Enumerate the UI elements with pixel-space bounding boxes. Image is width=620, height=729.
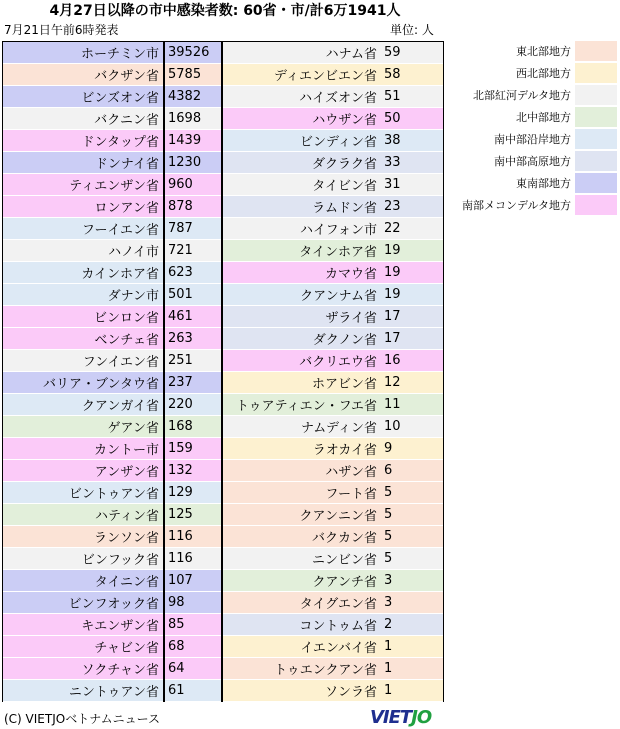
province-name: クアンチ省 <box>312 575 377 590</box>
table-row <box>3 152 221 174</box>
case-count: 59 <box>384 44 401 60</box>
table-row <box>3 350 221 372</box>
legend-item <box>455 84 620 106</box>
unit-label: 単位: 人 <box>390 23 434 37</box>
table-row <box>223 372 443 394</box>
table-row <box>3 548 221 570</box>
case-count: 5 <box>384 528 393 544</box>
table-row <box>223 482 443 504</box>
province-name: チャビン省 <box>94 641 159 656</box>
table-row <box>223 196 443 218</box>
legend-swatch <box>575 41 617 61</box>
province-name: トゥアティエン・フエ省 <box>236 399 377 414</box>
legend-label: 東南部地方 <box>516 177 571 190</box>
province-name: ニンビン省 <box>311 553 377 568</box>
table-row <box>3 174 221 196</box>
table-row <box>3 86 221 108</box>
table-row <box>223 152 443 174</box>
table-row <box>223 130 443 152</box>
logo-part-1: VIET <box>370 707 412 728</box>
table-row <box>223 416 443 438</box>
case-count: 19 <box>384 242 401 258</box>
announcement-date: 7月21日午前6時発表 <box>4 23 119 37</box>
province-name: ドンナイ省 <box>94 157 159 172</box>
case-count: 3 <box>384 594 393 610</box>
table-row <box>223 240 443 262</box>
table-row <box>3 482 221 504</box>
case-count: 39526 <box>163 42 221 64</box>
table-row <box>3 504 221 526</box>
case-count: 1698 <box>163 108 221 130</box>
case-count: 5 <box>384 550 393 566</box>
legend-item <box>455 194 620 216</box>
case-count: 50 <box>384 110 401 126</box>
case-count: 220 <box>163 394 221 416</box>
province-name: アンザン省 <box>94 465 159 480</box>
province-name: ダクラク省 <box>311 157 377 172</box>
table-row <box>223 460 443 482</box>
legend-item <box>455 40 620 62</box>
province-name: クアンニン省 <box>299 509 377 524</box>
case-count: 5785 <box>163 64 221 86</box>
cases-table <box>2 41 444 702</box>
province-name: ハノイ市 <box>108 245 159 260</box>
legend-swatch <box>575 107 617 127</box>
case-count: 787 <box>163 218 221 240</box>
case-count: 132 <box>163 460 221 482</box>
chart-title: 4月27日以降の市中感染者数: 60省・市/計6万1941人 <box>49 3 401 19</box>
table-row <box>223 218 443 240</box>
legend-item <box>455 150 620 172</box>
province-name: ビンフック省 <box>81 553 159 568</box>
table-row <box>3 42 221 64</box>
case-count: 251 <box>163 350 221 372</box>
province-name: フート省 <box>325 487 377 502</box>
copyright-text: (C) VIETJOベトナムニュース <box>4 712 161 726</box>
table-row <box>3 438 221 460</box>
legend-item <box>455 62 620 84</box>
legend-item <box>455 172 620 194</box>
case-count: 17 <box>384 308 401 324</box>
province-name: バクカン省 <box>311 531 377 546</box>
case-count: 6 <box>384 462 393 478</box>
case-count: 3 <box>384 572 393 588</box>
case-count: 1230 <box>163 152 221 174</box>
table-row <box>3 416 221 438</box>
legend-swatch <box>575 151 617 171</box>
case-count: 19 <box>384 286 401 302</box>
table-row <box>3 328 221 350</box>
province-name: ビンディン省 <box>300 135 377 150</box>
table-row <box>223 86 443 108</box>
case-count: 116 <box>163 548 221 570</box>
table-row <box>3 394 221 416</box>
table-row <box>3 284 221 306</box>
logo-part-2: JO <box>411 707 432 728</box>
case-count: 129 <box>163 482 221 504</box>
province-name: ハイズオン省 <box>299 91 377 106</box>
legend-swatch <box>575 85 617 105</box>
province-name: ニントゥアン省 <box>68 685 159 700</box>
province-name: キエンザン省 <box>81 619 159 634</box>
table-row <box>3 460 221 482</box>
province-name: クアンガイ省 <box>81 399 159 414</box>
case-count: 31 <box>384 176 401 192</box>
table-row <box>3 196 221 218</box>
case-count: 1 <box>384 660 393 676</box>
table-row <box>223 438 443 460</box>
province-name: イエンバイ省 <box>300 641 377 656</box>
case-count: 107 <box>163 570 221 592</box>
case-count: 2 <box>384 616 393 632</box>
province-name: ザライ省 <box>325 311 377 326</box>
case-count: 33 <box>384 154 401 170</box>
table-row <box>223 548 443 570</box>
province-name: バクザン省 <box>94 69 159 84</box>
table-row <box>3 592 221 614</box>
legend-swatch <box>575 63 617 83</box>
province-name: ハティン省 <box>95 509 159 524</box>
vietjo-logo <box>370 707 431 728</box>
table-row <box>3 306 221 328</box>
case-count: 16 <box>384 352 401 368</box>
province-name: ベンチェ省 <box>94 333 159 348</box>
legend-label: 北部紅河デルタ地方 <box>472 89 571 102</box>
case-count: 878 <box>163 196 221 218</box>
case-count: 85 <box>163 614 221 636</box>
table-row <box>223 504 443 526</box>
table-row <box>223 614 443 636</box>
table-row <box>3 680 221 702</box>
case-count: 51 <box>384 88 401 104</box>
province-name: ビンズオン省 <box>81 91 159 106</box>
case-count: 19 <box>384 264 401 280</box>
case-count: 61 <box>163 680 221 702</box>
province-name: ソクチャン省 <box>81 663 159 678</box>
table-row <box>223 328 443 350</box>
province-name: タイグエン省 <box>299 597 377 612</box>
case-count: 237 <box>163 372 221 394</box>
province-name: コントゥム省 <box>299 619 377 634</box>
table-row <box>223 306 443 328</box>
case-count: 23 <box>384 198 401 214</box>
province-name: ビントゥアン省 <box>68 487 159 502</box>
province-name: タイニン省 <box>94 575 159 590</box>
table-row <box>3 658 221 680</box>
case-count: 960 <box>163 174 221 196</box>
table-row <box>223 636 443 658</box>
case-count: 11 <box>384 396 401 412</box>
table-row <box>3 218 221 240</box>
province-name: ディエンビエン省 <box>274 69 377 84</box>
legend-label: 南部メコンデルタ地方 <box>461 199 571 212</box>
province-name: ビンロン省 <box>93 311 159 326</box>
case-count: 68 <box>163 636 221 658</box>
province-name: カントー市 <box>93 443 159 458</box>
province-name: ロンアン省 <box>94 201 159 216</box>
table-row <box>3 372 221 394</box>
table-row <box>223 350 443 372</box>
province-name: カインホア省 <box>81 267 159 282</box>
province-name: タインホア省 <box>299 245 377 260</box>
legend-item <box>455 128 620 150</box>
table-row <box>3 130 221 152</box>
table-row <box>223 64 443 86</box>
case-count: 5 <box>384 506 393 522</box>
province-name: バリア・ブンタウ省 <box>43 377 159 392</box>
case-count: 125 <box>163 504 221 526</box>
case-count: 9 <box>384 440 393 456</box>
province-name: ホーチミン市 <box>80 47 159 62</box>
province-name: ハウザン省 <box>312 113 377 128</box>
province-name: カマウ省 <box>324 267 377 282</box>
province-name: ハナム省 <box>325 47 377 62</box>
case-count: 721 <box>163 240 221 262</box>
table-row <box>223 592 443 614</box>
table-row <box>223 526 443 548</box>
table-row <box>3 570 221 592</box>
table-row <box>3 614 221 636</box>
legend-label: 南中部沿岸地方 <box>494 133 571 146</box>
table-row <box>223 108 443 130</box>
table-row <box>3 526 221 548</box>
province-name: バクリエウ省 <box>299 355 377 370</box>
province-name: ナムディン省 <box>300 421 377 436</box>
legend-label: 南中部高原地方 <box>494 155 571 168</box>
province-name: バクニン省 <box>94 113 159 128</box>
table-row <box>223 174 443 196</box>
province-name: ラムドン省 <box>312 201 377 216</box>
province-name: ハザン省 <box>325 465 377 480</box>
province-name: ラオカイ省 <box>312 443 377 458</box>
case-count: 116 <box>163 526 221 548</box>
province-name: ダナン市 <box>107 289 159 304</box>
legend-label: 西北部地方 <box>516 67 571 80</box>
table-row <box>223 394 443 416</box>
table-row <box>3 262 221 284</box>
legend-label: 東北部地方 <box>516 45 571 58</box>
province-name: フンイエン省 <box>82 355 159 370</box>
case-count: 58 <box>384 66 401 82</box>
table-row <box>3 636 221 658</box>
case-count: 12 <box>384 374 401 390</box>
case-count: 4382 <box>163 86 221 108</box>
case-count: 10 <box>384 418 401 434</box>
region-legend <box>455 40 620 216</box>
table-column-left <box>3 42 223 702</box>
province-name: ダクノン省 <box>312 333 377 348</box>
table-row <box>223 42 443 64</box>
table-row <box>3 108 221 130</box>
province-name: ランソン省 <box>93 531 159 546</box>
case-count: 22 <box>384 220 401 236</box>
case-count: 263 <box>163 328 221 350</box>
province-name: トゥエンクアン省 <box>274 663 377 678</box>
case-count: 168 <box>163 416 221 438</box>
case-count: 1439 <box>163 130 221 152</box>
legend-swatch <box>575 173 617 193</box>
case-count: 98 <box>163 592 221 614</box>
table-column-right <box>223 42 443 702</box>
province-name: ハイフォン市 <box>300 223 377 238</box>
case-count: 501 <box>163 284 221 306</box>
case-count: 5 <box>384 484 393 500</box>
case-count: 623 <box>163 262 221 284</box>
case-count: 64 <box>163 658 221 680</box>
case-count: 1 <box>384 638 393 654</box>
province-name: フーイエン省 <box>81 223 159 238</box>
province-name: ドンタップ省 <box>81 135 159 150</box>
table-row <box>223 262 443 284</box>
province-name: ティエンザン省 <box>69 179 159 194</box>
table-row <box>223 680 443 702</box>
table-row <box>223 570 443 592</box>
case-count: 461 <box>163 306 221 328</box>
table-row <box>3 64 221 86</box>
province-name: ホアビン省 <box>311 377 377 392</box>
table-row <box>3 240 221 262</box>
case-count: 159 <box>163 438 221 460</box>
province-name: ソンラ省 <box>324 685 377 700</box>
case-count: 1 <box>384 682 393 698</box>
province-name: クアンナム省 <box>300 289 377 304</box>
province-name: ゲアン省 <box>107 421 159 436</box>
legend-item <box>455 106 620 128</box>
province-name: ビンフオック省 <box>68 597 159 612</box>
table-row <box>223 284 443 306</box>
legend-swatch <box>575 129 617 149</box>
table-row <box>223 658 443 680</box>
legend-label: 北中部地方 <box>516 111 571 124</box>
case-count: 17 <box>384 330 401 346</box>
province-name: タイビン省 <box>312 179 377 194</box>
legend-swatch <box>575 195 617 215</box>
case-count: 38 <box>384 132 401 148</box>
